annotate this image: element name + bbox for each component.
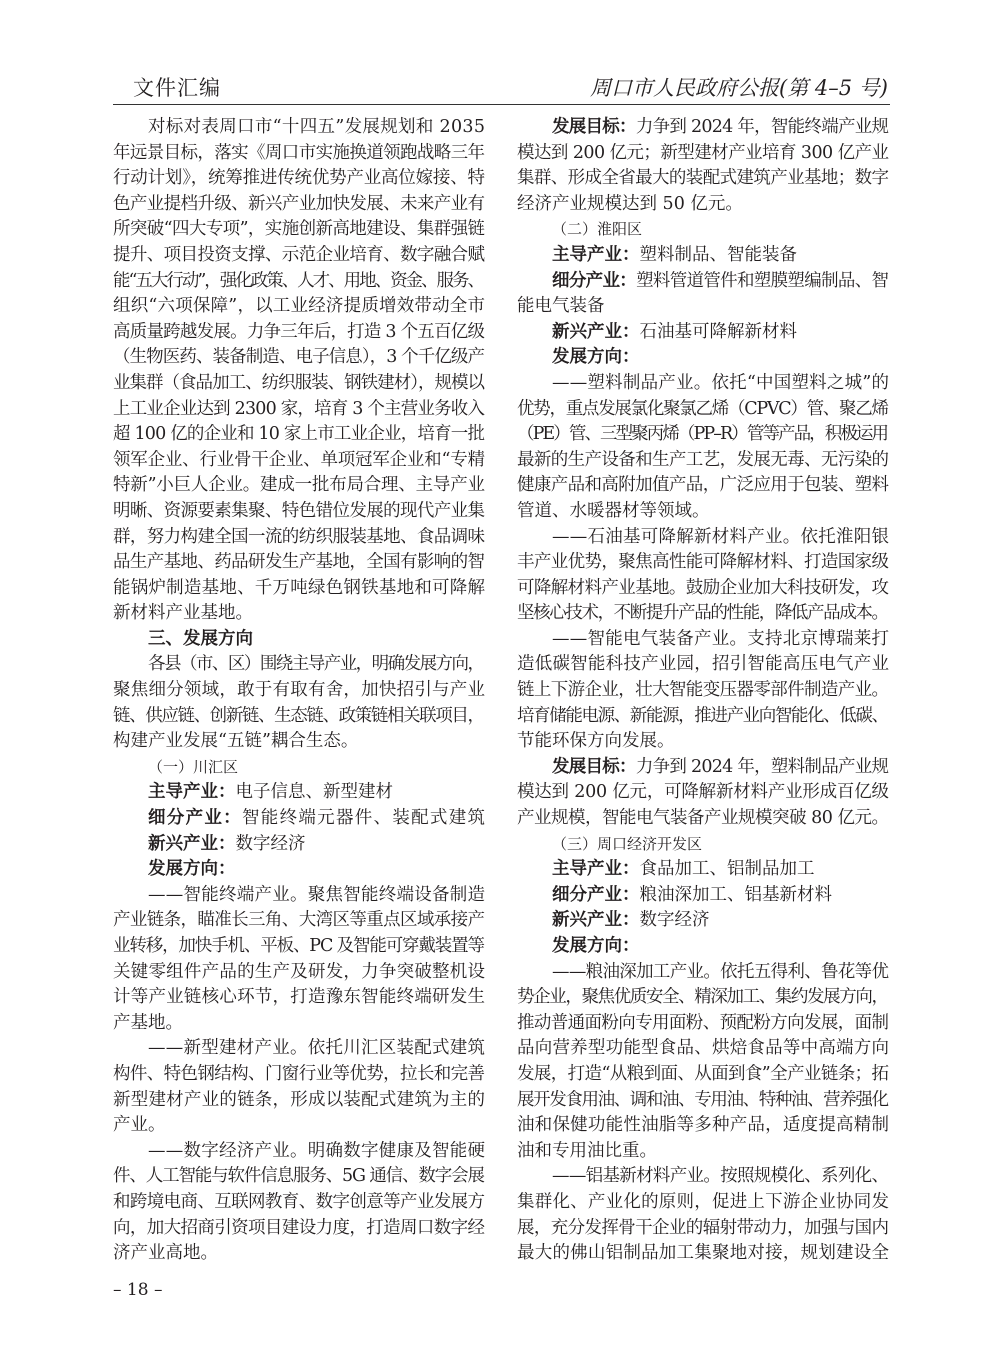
header-section-title: 文件汇编 xyxy=(133,76,221,100)
line-text: 行动计划》，统筹推进传统优势产业高位嫁接、特 xyxy=(113,168,485,189)
text-line xyxy=(517,1011,889,1037)
line-text: 上工业企业达到 2300 家，培育 3 个主营业务收入 xyxy=(113,398,485,419)
right-column xyxy=(517,115,889,1267)
text-line xyxy=(113,473,485,499)
field-entry xyxy=(113,806,485,832)
line-text: ——新型建材产业。依托川汇区装配式建筑 xyxy=(148,1038,486,1059)
text-line xyxy=(113,320,485,346)
text-line xyxy=(517,1062,889,1088)
text-line xyxy=(517,550,889,576)
text-line xyxy=(517,1190,889,1216)
line-text: 构件、特色钢结构、门窗行业等优势，拉长和完善 xyxy=(113,1063,485,1084)
line-text: 石油基可降解新材料 xyxy=(639,321,797,342)
text-line xyxy=(517,1216,889,1242)
field-entry xyxy=(517,269,889,320)
text-line xyxy=(517,499,889,525)
paragraph xyxy=(517,371,889,525)
line-text: 粮油深加工、铝基新材料 xyxy=(639,884,832,905)
line-text: 最新的生产设备和生产工艺，发展无毒、无污染的 xyxy=(517,449,889,470)
line-text: 提升、项目投资支撑、示范企业培育、数字融合赋 xyxy=(113,244,485,265)
field-entry xyxy=(517,934,889,960)
field-label: 新兴产业： xyxy=(552,910,640,931)
field-entry xyxy=(517,243,889,269)
text-line xyxy=(517,269,889,295)
field-label: 发展目标： xyxy=(552,117,636,137)
text-line xyxy=(113,908,485,934)
field-label: 细分产业： xyxy=(552,270,637,291)
line-text: 能电气装备 xyxy=(517,296,605,317)
district-heading xyxy=(517,217,889,243)
text-line xyxy=(113,652,485,678)
line-text: 产业链条，瞄准长三角、大湾区等重点区域承接产 xyxy=(113,910,485,931)
text-line xyxy=(517,985,889,1011)
line-text: 计等产业链核心环节，打造豫东智能终端研发生 xyxy=(113,987,486,1008)
text-line xyxy=(113,422,485,448)
text-line xyxy=(113,755,485,781)
line-text: 经济产业规模达到 50 亿元。 xyxy=(517,193,743,214)
page-number: – 18 – xyxy=(113,1280,163,1300)
line-text: 力争到 2024 年，塑料制品产业规 xyxy=(635,756,889,777)
text-line xyxy=(517,883,889,909)
line-text: ——铝基新材料产业。按照规模化、系列化、 xyxy=(552,1166,889,1187)
line-text: 培育储能电源、新能源，推进产业向智能化、低碳、 xyxy=(517,705,888,726)
header-divider xyxy=(113,104,890,105)
text-line xyxy=(113,217,485,243)
text-line xyxy=(113,1011,485,1037)
line-text: ——塑料制品产业。依托“中国塑料之城”的 xyxy=(552,372,890,393)
subheading-text: （三）周口经济开发区 xyxy=(552,834,703,853)
line-text: 组织“六项保障”，以工业经济提质增效带动全市 xyxy=(113,296,486,317)
line-text: ——石油基可降解新材料产业。依托淮阳银 xyxy=(552,526,890,547)
line-text: 高质量跨越发展。力争三年后，打造 3 个五百亿级 xyxy=(113,321,485,342)
field-label: 发展方向： xyxy=(148,859,236,880)
text-line xyxy=(113,627,485,653)
line-text: 明晰、资源要素集聚、特色错位发展的现代产业集 xyxy=(113,500,485,521)
text-line xyxy=(113,729,485,755)
line-text: 最大的佛山铝制品加工集聚地对接，规划建设全 xyxy=(517,1243,890,1264)
line-text: 领军企业、行业骨干企业、单项冠军企业和“专精 xyxy=(113,449,485,470)
subheading-text: （一）川汇区 xyxy=(148,757,239,776)
paragraph xyxy=(517,525,889,627)
field-entry xyxy=(113,857,485,883)
text-line xyxy=(113,550,485,576)
paragraph xyxy=(517,960,889,1165)
line-text: 力争到 2024 年，智能终端产业规 xyxy=(635,117,889,137)
line-text: 色产业提档升级、新兴产业加快发展、未来产业有 xyxy=(113,193,485,214)
field-label: 发展方向： xyxy=(552,347,640,368)
text-line xyxy=(517,601,889,627)
line-text: ——智能终端产业。聚焦智能终端设备制造 xyxy=(148,884,486,905)
field-entry xyxy=(517,883,889,909)
text-line xyxy=(517,115,889,141)
text-line xyxy=(517,345,889,371)
text-line xyxy=(113,780,485,806)
line-text: 健康产品和高附加值产品，广泛应用于包装、塑料 xyxy=(517,475,889,496)
district-heading xyxy=(517,832,889,858)
district-heading xyxy=(113,755,485,781)
text-line xyxy=(517,166,889,192)
field-label: 新兴产业： xyxy=(148,833,236,854)
line-text: 品向营养型功能型食品、烘焙食品等中高端方向 xyxy=(517,1038,890,1059)
line-text: 品生产基地、药品研发生产基地，全国有影响的智 xyxy=(113,552,485,573)
line-text: 展，充分发挥骨干企业的辐射带动力，加强与国内 xyxy=(517,1217,889,1238)
text-line xyxy=(113,115,485,141)
text-line xyxy=(517,1113,889,1139)
left-column xyxy=(113,115,485,1267)
line-text: 集群化、产业化的原则，促进上下游企业协同发 xyxy=(517,1191,890,1212)
line-text: 模达到 200 亿元，可降解新材料产业形成百亿级 xyxy=(517,782,889,803)
text-line xyxy=(517,192,889,218)
text-line xyxy=(113,397,485,423)
text-line xyxy=(517,422,889,448)
section-heading xyxy=(113,627,485,653)
field-entry xyxy=(113,780,485,806)
field-entry xyxy=(517,320,889,346)
field-label: 细分产业： xyxy=(148,808,242,829)
text-line xyxy=(517,678,889,704)
text-line xyxy=(113,934,485,960)
text-line xyxy=(113,1088,485,1114)
line-text: 塑料制品、智能装备 xyxy=(639,244,797,265)
field-entry xyxy=(517,857,889,883)
text-line xyxy=(113,1216,485,1242)
line-text: 推动普通面粉向专用面粉、预配粉方向发展，面制 xyxy=(517,1012,889,1033)
line-text: 油和保健功能性油脂等多种产品，适度提高精制 xyxy=(517,1115,890,1136)
line-text: 构建产业发展“五链”耦合生态。 xyxy=(113,731,359,752)
text-line xyxy=(113,576,485,602)
text-line xyxy=(517,397,889,423)
field-label: 发展方向： xyxy=(552,936,640,956)
text-line xyxy=(517,934,889,960)
text-line xyxy=(517,652,889,678)
line-text: 济产业高地。 xyxy=(113,1243,218,1264)
line-text: （生物医药、装备制造、电子信息），3 个千亿级产 xyxy=(113,347,485,368)
text-line xyxy=(113,857,485,883)
line-text: 超 100 亿的企业和 10 家上市工业企业，培育一批 xyxy=(113,424,485,445)
text-line xyxy=(517,217,889,243)
line-text: 集群、形成全省最大的装配式建筑产业基地；数字 xyxy=(517,168,889,189)
text-line xyxy=(113,1164,485,1190)
line-text: 坚核心技术，不断提升产品的性能，降低产品成本。 xyxy=(517,603,888,624)
line-text: 管道、水暖器材等领域。 xyxy=(517,500,710,521)
line-text: 所突破“四大专项”，实施创新高地建设、集群强链 xyxy=(113,219,485,240)
line-text: 优势，重点发展氯化聚氯乙烯（CPVC）管、聚乙烯 xyxy=(517,398,888,419)
field-entry xyxy=(517,345,889,371)
paragraph xyxy=(517,1164,889,1266)
line-text: 节能环保方向发展。 xyxy=(517,731,675,752)
text-line xyxy=(517,755,889,781)
text-line xyxy=(113,1190,485,1216)
paragraph xyxy=(113,883,485,1037)
line-text: 年远景目标，落实《周口市实施换道领跑战略三年 xyxy=(113,142,485,163)
text-line xyxy=(517,1164,889,1190)
line-text: ——智能电气装备产业。支持北京博瑞莱打 xyxy=(552,628,890,649)
text-line xyxy=(113,294,485,320)
line-text: 数字经济 xyxy=(235,833,306,854)
text-line xyxy=(113,141,485,167)
text-line xyxy=(517,729,889,755)
line-text: 智能终端元器件、装配式建筑 xyxy=(241,808,487,829)
line-text: 新材料产业基地。 xyxy=(113,603,253,624)
text-line xyxy=(113,269,485,295)
text-line xyxy=(517,525,889,551)
line-text: 群，努力构建全国一流的纺织服装基地、食品调味 xyxy=(113,526,485,547)
text-line xyxy=(113,704,485,730)
field-entry xyxy=(113,832,485,858)
field-label: 细分产业： xyxy=(552,884,640,905)
line-text: 食品加工、铝制品加工 xyxy=(639,859,815,880)
line-text: 能锅炉制造基地、千万吨绿色钢铁基地和可降解 xyxy=(113,577,486,598)
heading-text: 三、发展方向 xyxy=(148,628,253,649)
header-publication-title: 周口市人民政府公报(第 4–5 号) xyxy=(590,76,888,100)
line-text: 各县（市、区）围绕主导产业，明确发展方向， xyxy=(148,654,484,675)
text-line xyxy=(517,371,889,397)
line-text: 丰产业优势，聚焦高性能可降解材料、打造国家级 xyxy=(517,552,889,573)
text-line xyxy=(517,1139,889,1165)
text-line xyxy=(517,141,889,167)
text-line xyxy=(517,1088,889,1114)
line-text: 展开发食用油、调和油、专用油、特种油、营养强化 xyxy=(517,1089,888,1110)
line-text: 发展，打造“从粮到面、从面到食”全产业链条；拓 xyxy=(517,1063,889,1084)
text-line xyxy=(517,832,889,858)
text-line xyxy=(517,908,889,934)
text-line xyxy=(113,525,485,551)
text-line xyxy=(517,473,889,499)
text-line xyxy=(517,243,889,269)
field-label: 主导产业： xyxy=(552,859,640,880)
line-text: 件、人工智能与软件信息服务、5G 通信、数字会展 xyxy=(113,1166,484,1187)
field-label: 主导产业： xyxy=(552,244,640,265)
text-line xyxy=(113,1113,485,1139)
paragraph xyxy=(113,115,485,627)
line-text: 业集群（食品加工、纺织服装、钢铁建材），规模以 xyxy=(113,372,485,393)
text-line xyxy=(517,320,889,346)
line-text: 聚焦细分领域，敢于有取有舍，加快招引与产业 xyxy=(113,680,486,701)
field-entry xyxy=(517,115,889,217)
text-line xyxy=(517,857,889,883)
text-line xyxy=(113,601,485,627)
paragraph xyxy=(517,627,889,755)
paragraph xyxy=(113,1036,485,1138)
text-line xyxy=(113,985,485,1011)
line-text: 链上下游企业，壮大智能变压器零部件制造产业。 xyxy=(517,680,889,701)
text-line xyxy=(113,345,485,371)
text-line xyxy=(113,192,485,218)
field-label: 主导产业： xyxy=(148,782,236,803)
text-line xyxy=(113,499,485,525)
line-text: 可降解材料产业基地。鼓励企业加大科技研发，攻 xyxy=(517,577,889,598)
text-line xyxy=(113,806,485,832)
text-line xyxy=(517,576,889,602)
text-line xyxy=(517,448,889,474)
line-text: 对标对表周口市“十四五”发展规划和 2035 xyxy=(148,117,486,137)
field-label: 新兴产业： xyxy=(552,321,640,342)
paragraph xyxy=(113,652,485,754)
line-text: 能“五大行动”，强化政策、人才、用地、资金、服务、 xyxy=(113,270,483,291)
line-text: 产业。 xyxy=(113,1115,166,1136)
text-line xyxy=(113,678,485,704)
text-line xyxy=(517,806,889,832)
line-text: 造低碳智能科技产业园，招引智能高压电气产业 xyxy=(517,654,890,675)
subheading-text: （二）淮阳区 xyxy=(552,220,643,239)
line-text: 新型建材产业的链条，形成以装配式建筑为主的 xyxy=(113,1089,486,1110)
text-line xyxy=(113,960,485,986)
text-line xyxy=(517,960,889,986)
text-line xyxy=(517,704,889,730)
line-text: 业转移，加快手机、平板、PC 及智能可穿戴装置等 xyxy=(113,936,484,956)
text-line xyxy=(517,627,889,653)
line-text: ——粮油深加工产业。依托五得利、鲁花等优 xyxy=(552,961,889,982)
line-text: 数字经济 xyxy=(639,910,710,931)
line-text: 特新”小巨人企业。建成一批布局合理、主导产业 xyxy=(113,475,485,496)
line-text: 链、供应链、创新链、生态链、政策链相关联项目， xyxy=(113,705,484,726)
line-text: 向，加大招商引资项目建设力度，打造周口数字经 xyxy=(113,1217,485,1238)
text-line xyxy=(113,1062,485,1088)
line-text: 势企业，聚焦优质安全、精深加工、集约发展方向， xyxy=(517,987,888,1008)
text-line xyxy=(517,294,889,320)
field-entry xyxy=(517,908,889,934)
text-line xyxy=(113,448,485,474)
field-label: 发展目标： xyxy=(552,756,636,777)
text-line xyxy=(517,780,889,806)
line-text: 电子信息、新型建材 xyxy=(235,782,393,803)
line-text: 塑料管道管件和塑膜塑编制品、智 xyxy=(636,270,889,291)
line-text: （PE）管、三型聚丙烯（PP–R）管等产品，积极运用 xyxy=(517,424,888,445)
paragraph xyxy=(113,1139,485,1267)
text-line xyxy=(517,1036,889,1062)
line-text: ——数字经济产业。明确数字健康及智能硬 xyxy=(148,1140,486,1161)
text-line xyxy=(113,883,485,909)
text-line xyxy=(113,371,485,397)
text-line xyxy=(113,1241,485,1267)
text-line xyxy=(113,1139,485,1165)
line-text: 模达到 200 亿元；新型建材产业培育 300 亿产业 xyxy=(517,142,889,163)
text-line xyxy=(113,1036,485,1062)
line-text: 关键零组件产品的生产及研发，力争突破整机设 xyxy=(113,961,486,982)
line-text: 和跨境电商、互联网教育、数字创意等产业发展方 xyxy=(113,1191,485,1212)
text-line xyxy=(517,1241,889,1267)
line-text: 产基地。 xyxy=(113,1012,183,1033)
text-line xyxy=(113,832,485,858)
line-text: 产业规模，智能电气装备产业规模突破 80 亿元。 xyxy=(517,808,889,829)
text-line xyxy=(113,243,485,269)
field-entry xyxy=(517,755,889,832)
line-text: 油和专用油比重。 xyxy=(517,1140,657,1161)
text-line xyxy=(113,166,485,192)
